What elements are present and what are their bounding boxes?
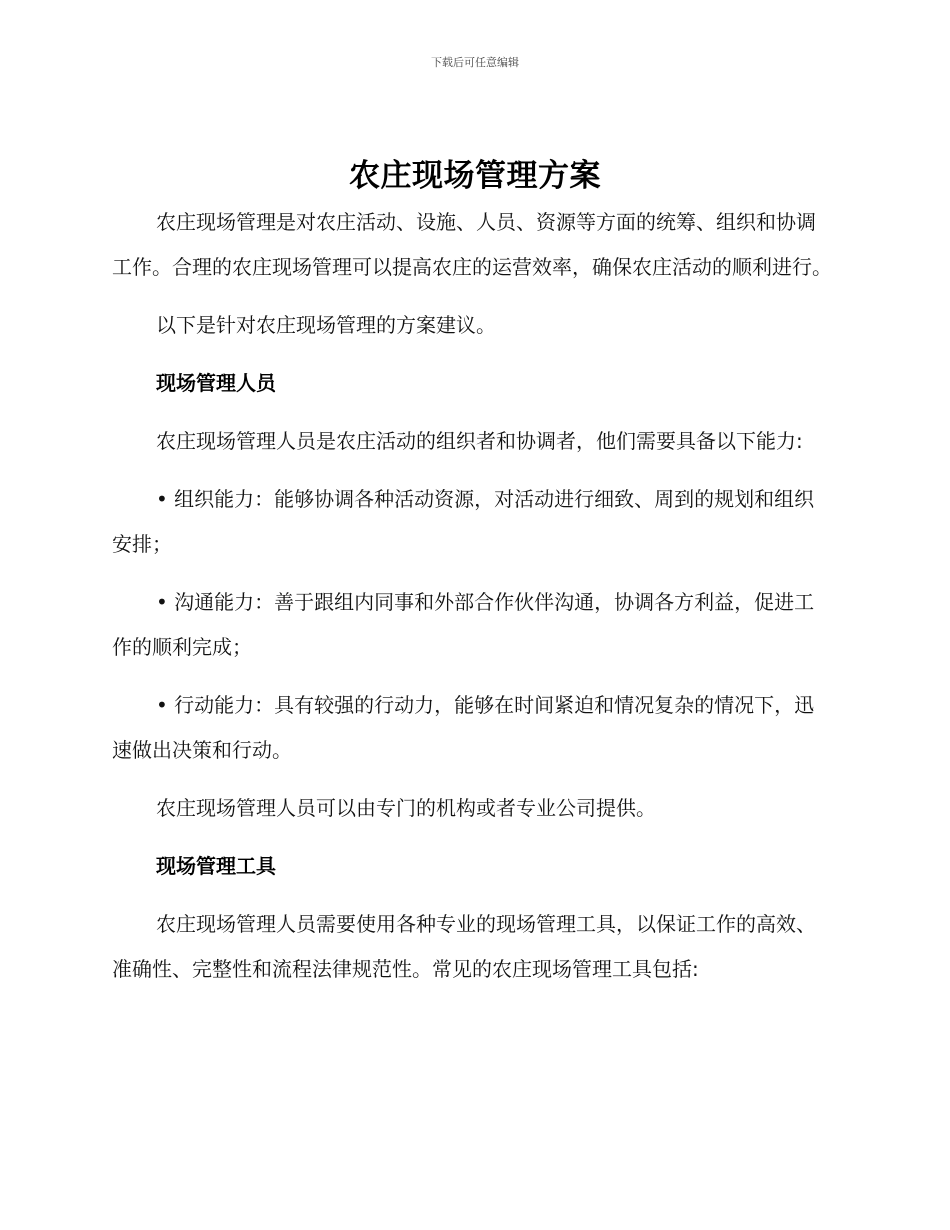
bullet-communication-ability: • 沟通能力：善于跟组内同事和外部合作伙伴沟通，协调各方利益，促进工作的顺利完成； xyxy=(112,590,815,659)
bullet-organization-ability: • 组织能力：能够协调各种活动资源，对活动进行细致、周到的规划和组织安排； xyxy=(112,487,815,556)
document-body xyxy=(112,200,832,1005)
paragraph-intro: 农庄现场管理是对农庄活动、设施、人员、资源等方面的统筹、组织和协调工作。合理的农庄现场管理可以提高农庄的运营效率，确保农庄活动的顺利进行。 xyxy=(112,210,832,279)
header-note: 下载后可任意编辑 xyxy=(431,56,519,69)
paragraph-suggestions-lead: 以下是针对农庄现场管理的方案建议。 xyxy=(156,313,496,337)
document-title: 农庄现场管理方案 xyxy=(349,158,601,194)
section-heading-staff: 现场管理人员 xyxy=(156,371,276,395)
section-heading-tools: 现场管理工具 xyxy=(156,854,276,878)
paragraph-tools-intro: 农庄现场管理人员需要使用各种专业的现场管理工具，以保证工作的高效、准确性、完整性和流程法律规范性。常见的农庄现场管理工具包括: xyxy=(112,912,816,981)
paragraph-staff-abilities: 农庄现场管理人员是农庄活动的组织者和协调者，他们需要具备以下能力: xyxy=(156,429,803,453)
paragraph-staff-source: 农庄现场管理人员可以由专门的机构或者专业公司提供。 xyxy=(156,796,656,820)
bullet-action-ability: • 行动能力：具有较强的行动力，能够在时间紧迫和情况复杂的情况下，迅速做出决策和行动。 xyxy=(112,693,815,762)
